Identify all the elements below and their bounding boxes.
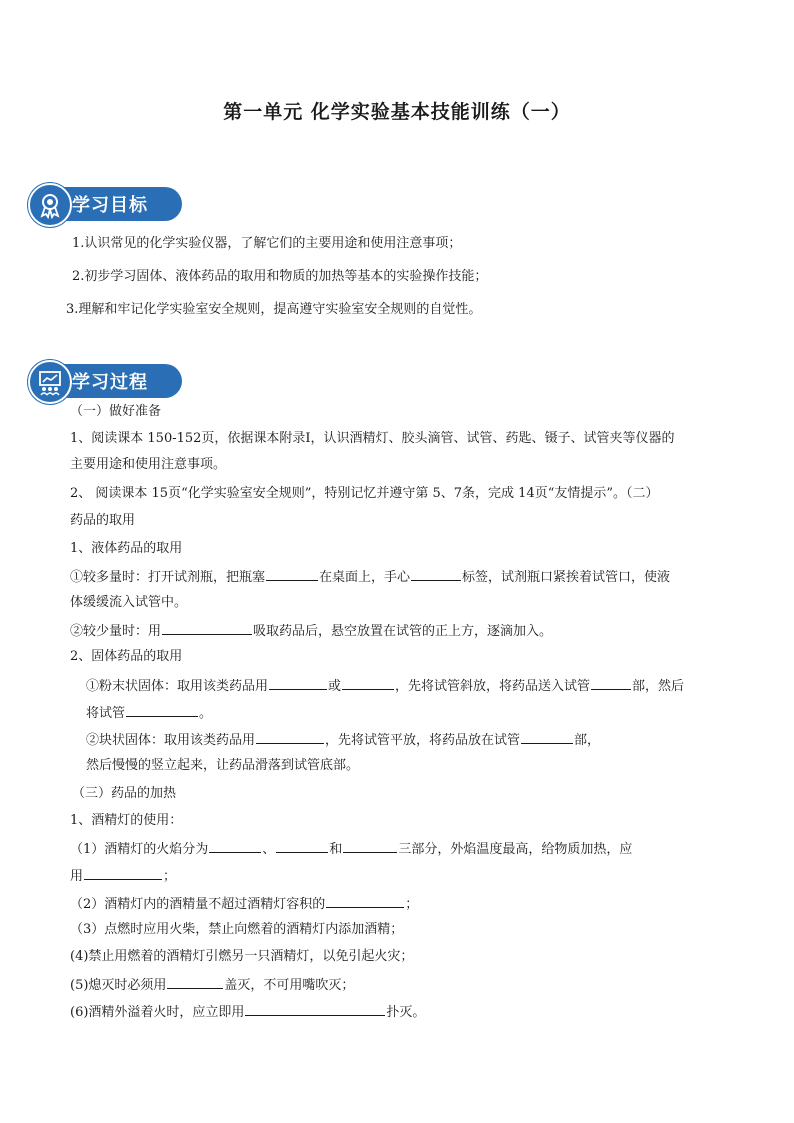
- objective-item-3: 3.理解和牢记化学实验室安全规则，提高遵守实验室安全规则的自觉性。: [66, 302, 482, 317]
- lamp-item-2: [70, 894, 418, 914]
- s1-para2-line1: 2、 阅读课本 15页“化学实验室安全规则”，特别记忆并遵守第 5、7条，完成 14页“友情提示”。（二）: [70, 486, 659, 501]
- text: 标签，试剂瓶口紧挨着试管口，使液: [462, 570, 671, 585]
- solid-title: 2、固体药品的取用: [70, 649, 183, 664]
- solid-powder-line1: [86, 676, 684, 696]
- page-title: 第一单元 化学实验基本技能训练（一）: [223, 101, 571, 123]
- text: 在桌面上，手心: [319, 570, 411, 585]
- fill-blank[interactable]: [209, 839, 261, 853]
- text: 扑灭。: [386, 1005, 426, 1020]
- text: ；: [163, 869, 177, 884]
- text: 盖灭，不可用嘴吹灭；: [224, 978, 355, 993]
- fill-blank[interactable]: [521, 730, 573, 744]
- s1-para2-line2: 药品的取用: [70, 513, 136, 528]
- fill-blank[interactable]: [411, 567, 461, 581]
- text: 和: [329, 842, 343, 857]
- text: 或: [328, 679, 342, 694]
- text: ①粉末状固体：取用该类药品用: [86, 679, 269, 694]
- text: 。: [199, 706, 213, 721]
- fill-blank[interactable]: [326, 894, 404, 908]
- text: 部，然后: [632, 679, 685, 694]
- lamp-item-3: （3）点燃时应用火柴，禁止向燃着的酒精灯内添加酒精；: [70, 922, 404, 937]
- lamp-item-6: [70, 1002, 425, 1022]
- text: （1）酒精灯的火焰分为: [70, 842, 209, 857]
- liquid-title: 1、液体药品的取用: [70, 541, 183, 556]
- s1-para1-line2: 主要用途和使用注意事项。: [70, 457, 227, 472]
- text: (6)酒精外溢着火时，应立即用: [70, 1005, 245, 1020]
- lamp-title: 1、酒精灯的使用：: [70, 813, 183, 828]
- text: ，先将试管斜放，将药品送入试管: [395, 679, 591, 694]
- text: ②较少量时：用: [70, 624, 162, 639]
- fill-blank[interactable]: [276, 839, 328, 853]
- section-1-title: （一）做好准备: [70, 404, 162, 419]
- section-3-title: （三）药品的加热: [72, 786, 177, 801]
- objective-item-2: 2.初步学习固体、液体药品的取用和物质的加热等基本的实验操作技能；: [72, 269, 488, 284]
- process-heading: 学习过程: [72, 372, 148, 393]
- fill-blank[interactable]: [343, 839, 397, 853]
- fill-blank[interactable]: [167, 975, 223, 989]
- liquid-small-line: [70, 621, 552, 641]
- fill-blank[interactable]: [269, 676, 327, 690]
- fill-blank[interactable]: [162, 621, 252, 635]
- text: (5)熄灭时必须用: [70, 978, 167, 993]
- presentation-chart-icon: [28, 360, 72, 404]
- fill-blank[interactable]: [342, 676, 394, 690]
- text: ，先将试管平放，将药品放在试管: [325, 733, 521, 748]
- text: ①较多量时：打开试剂瓶，把瓶塞: [70, 570, 266, 585]
- fill-blank[interactable]: [126, 703, 198, 717]
- award-ribbon-icon: [28, 183, 72, 227]
- lamp-item-5: [70, 975, 354, 995]
- objective-item-1: 1.认识常见的化学实验仪器，了解它们的主要用途和使用注意事项；: [72, 236, 462, 251]
- text: 将试管: [86, 706, 126, 721]
- text: 三部分，外焰温度最高，给物质加热，应: [398, 842, 633, 857]
- text: ②块状固体：取用该类药品用: [86, 733, 256, 748]
- process-banner: [28, 360, 188, 402]
- text: ；: [405, 897, 419, 912]
- objectives-banner: [28, 183, 188, 225]
- s1-para1-line1: 1、阅读课本 150-152页，依据课本附录Ⅰ，认识酒精灯、胶头滴管、试管、药匙、镊子、试管夹等仪器的: [70, 431, 675, 446]
- fill-blank[interactable]: [266, 567, 318, 581]
- solid-block-line2: 然后慢慢的竖立起来，让药品滑落到试管底部。: [86, 758, 360, 773]
- text: 、: [262, 842, 276, 857]
- text: 用: [70, 869, 84, 884]
- fill-blank[interactable]: [256, 730, 324, 744]
- objectives-heading: 学习目标: [72, 195, 148, 216]
- fill-blank[interactable]: [84, 866, 162, 880]
- text: 部，: [574, 733, 601, 748]
- liquid-large-line1: [70, 567, 670, 587]
- lamp-item-1-line2: [70, 866, 176, 886]
- fill-blank[interactable]: [245, 1002, 385, 1016]
- fill-blank[interactable]: [591, 676, 631, 690]
- text: （2）酒精灯内的酒精量不超过酒精灯容积的: [70, 897, 326, 912]
- text: 吸取药品后，悬空放置在试管的正上方，逐滴加入。: [253, 624, 553, 639]
- solid-block-line1: [86, 730, 600, 750]
- lamp-item-1-line1: [70, 839, 632, 859]
- lamp-item-4: (4)禁止用燃着的酒精灯引燃另一只酒精灯，以免引起火灾；: [70, 949, 414, 964]
- solid-powder-line2: [86, 703, 212, 723]
- liquid-large-line2: 体缓缓流入试管中。: [70, 595, 188, 610]
